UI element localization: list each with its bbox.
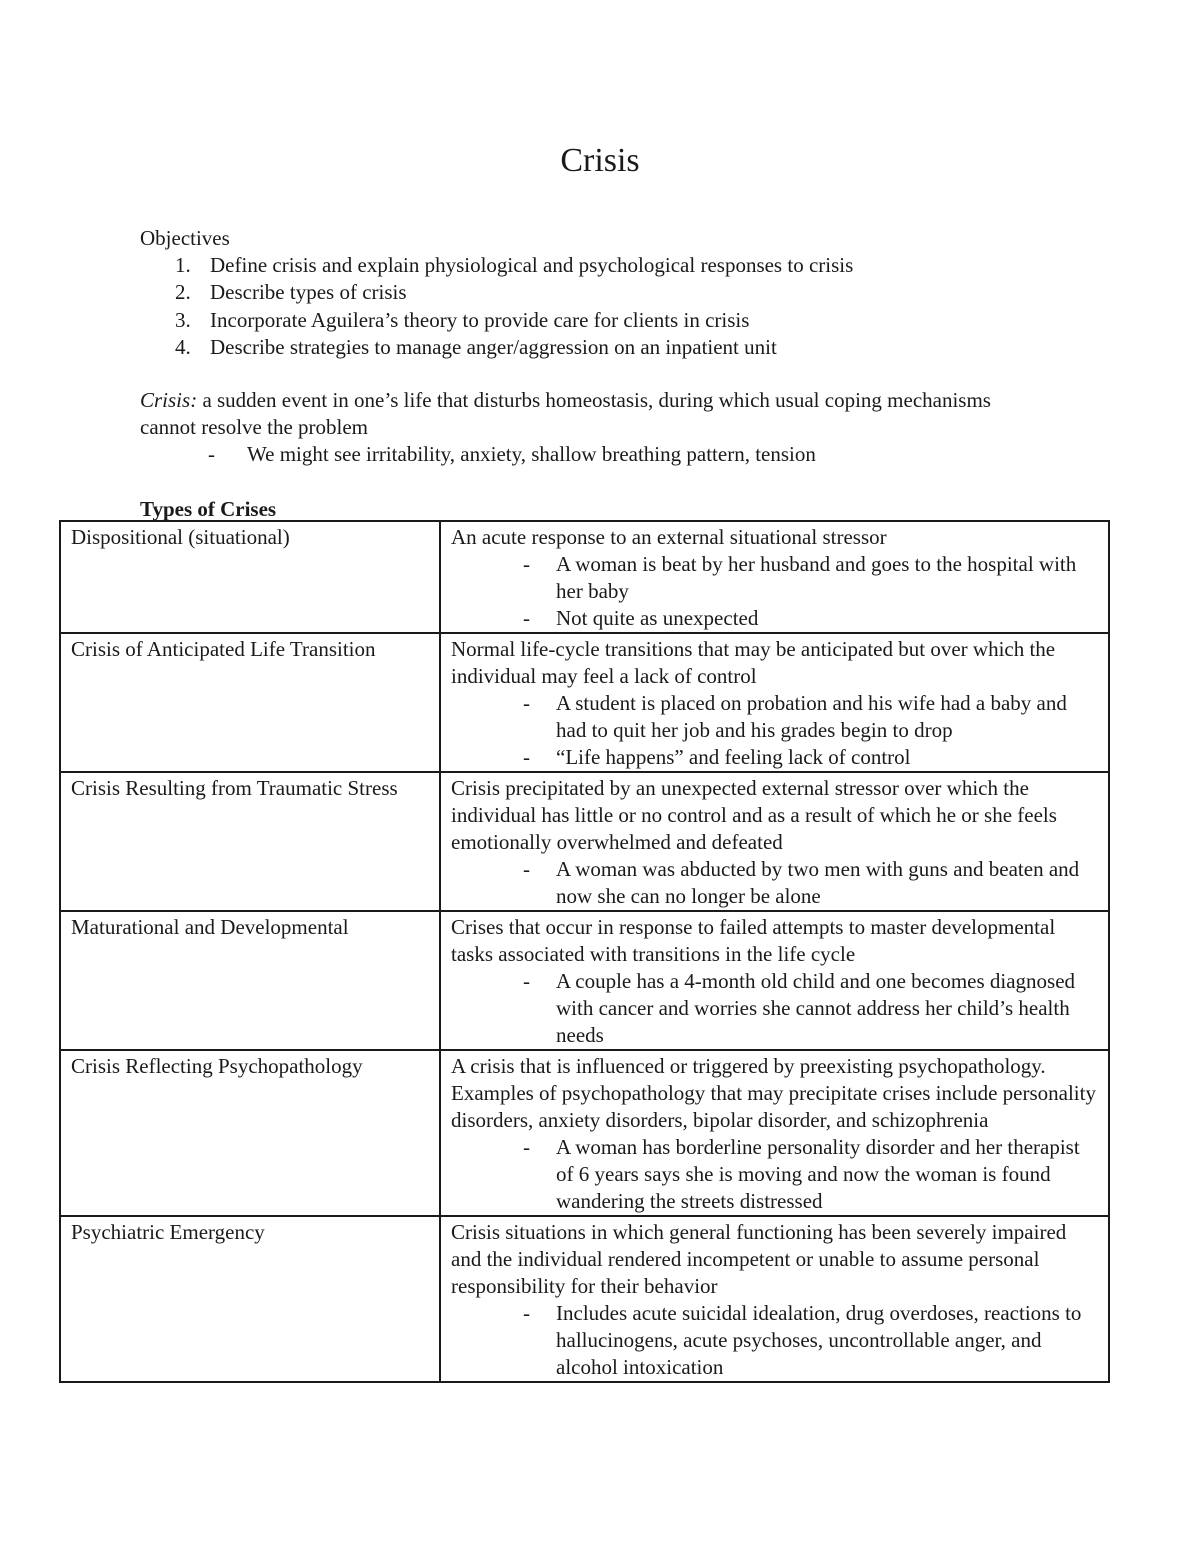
example-text: Not quite as unexpected bbox=[556, 606, 759, 630]
crisis-type-description-cell bbox=[440, 772, 1109, 911]
table-row bbox=[60, 1216, 1109, 1382]
crisis-type-description: A crisis that is influenced or triggered by preexisting psychopathology. Examples of psychopathology that may precipitate crises include personality disorders, anxiety disorders, bipolar disorder, and schizophrenia bbox=[451, 1054, 1096, 1132]
objective-item bbox=[140, 252, 853, 279]
crisis-type-description-cell bbox=[440, 911, 1109, 1050]
dash-bullet: - bbox=[523, 969, 530, 993]
crisis-type-name: Crisis of Anticipated Life Transition bbox=[60, 633, 440, 772]
table-body bbox=[60, 521, 1109, 1382]
crisis-definition bbox=[140, 387, 1000, 441]
page-title: Crisis bbox=[560, 142, 640, 179]
dash-bullet: - bbox=[208, 442, 215, 466]
objective-text: Incorporate Aguilera’s theory to provide care for clients in crisis bbox=[210, 307, 750, 332]
example-list bbox=[451, 856, 1098, 910]
objective-text: Describe strategies to manage anger/aggression on an inpatient unit bbox=[210, 334, 777, 359]
example-text: “Life happens” and feeling lack of control bbox=[556, 745, 911, 769]
example-item bbox=[451, 744, 1098, 771]
table-row bbox=[60, 1050, 1109, 1216]
objective-item bbox=[140, 307, 853, 334]
table-row bbox=[60, 911, 1109, 1050]
example-item bbox=[451, 690, 1098, 744]
example-text: A woman has borderline personality disorder and her therapist of 6 years says she is moving and now the woman is found wandering the streets distressed bbox=[556, 1135, 1080, 1213]
objective-number: 2. bbox=[175, 280, 191, 305]
crisis-type-name: Crisis Reflecting Psychopathology bbox=[60, 1050, 440, 1216]
crisis-type-name: Maturational and Developmental bbox=[60, 911, 440, 1050]
example-item bbox=[451, 968, 1098, 1049]
objective-text: Define crisis and explain physiological and psychological responses to crisis bbox=[210, 253, 854, 277]
types-heading: Types of Crises bbox=[140, 497, 277, 521]
dash-bullet: - bbox=[523, 606, 530, 630]
crisis-type-name: Psychiatric Emergency bbox=[60, 1216, 440, 1382]
crisis-type-name: Dispositional (situational) bbox=[60, 521, 440, 633]
example-list bbox=[451, 690, 1098, 771]
dash-bullet: - bbox=[523, 857, 530, 881]
definition-term: Crisis: bbox=[140, 388, 198, 412]
crisis-type-name: Crisis Resulting from Traumatic Stress bbox=[60, 772, 440, 911]
crisis-types-table bbox=[59, 520, 1110, 1383]
example-item bbox=[451, 856, 1098, 910]
example-text: A couple has a 4-month old child and one becomes diagnosed with cancer and worries she cannot address her child’s health needs bbox=[556, 969, 1076, 1047]
table-row bbox=[60, 633, 1109, 772]
objective-number: 4. bbox=[175, 334, 191, 359]
crisis-type-description: Crises that occur in response to failed attempts to master developmental tasks associated with transitions in the life cycle bbox=[451, 915, 1056, 966]
objective-number: 1. bbox=[175, 253, 191, 277]
example-text: Includes acute suicidal idealation, drug overdoses, reactions to hallucinogens, acute psychoses, uncontrollable anger, and alcohol intoxication bbox=[556, 1301, 1082, 1379]
example-item bbox=[451, 551, 1098, 605]
objectives-list bbox=[140, 252, 853, 361]
example-text: A woman was abducted by two men with guns and beaten and now she can no longer be alone bbox=[556, 857, 1080, 908]
dash-bullet: - bbox=[523, 745, 530, 769]
dash-bullet: - bbox=[523, 552, 530, 576]
crisis-type-description: Crisis situations in which general functioning has been severely impaired and the individual rendered incompetent or unable to assume personal responsibility for their behavior bbox=[451, 1220, 1067, 1298]
crisis-type-description: An acute response to an external situational stressor bbox=[451, 525, 887, 549]
objective-text: Describe types of crisis bbox=[210, 280, 407, 305]
example-text: A woman is beat by her husband and goes to the hospital with her baby bbox=[556, 552, 1077, 603]
example-item bbox=[451, 605, 1098, 632]
example-list bbox=[451, 1134, 1098, 1215]
crisis-type-description-cell bbox=[440, 1216, 1109, 1382]
dash-bullet: - bbox=[523, 1135, 530, 1159]
dash-bullet: - bbox=[523, 1301, 530, 1325]
objective-item bbox=[140, 334, 853, 361]
example-list bbox=[451, 551, 1098, 632]
table-row bbox=[60, 521, 1109, 633]
dash-bullet: - bbox=[523, 691, 530, 715]
objective-number: 3. bbox=[175, 307, 191, 332]
table-row bbox=[60, 772, 1109, 911]
example-item bbox=[451, 1300, 1098, 1381]
crisis-type-description-cell bbox=[440, 633, 1109, 772]
definition-text: a sudden event in one’s life that disturbs homeostasis, during which usual coping mechanisms cannot resolve the problem bbox=[140, 388, 991, 439]
example-list bbox=[451, 968, 1098, 1049]
example-item bbox=[451, 1134, 1098, 1215]
objective-item bbox=[140, 279, 853, 306]
objectives-heading: Objectives bbox=[140, 226, 230, 250]
definition-bullet-text: We might see irritability, anxiety, shallow breathing pattern, tension bbox=[247, 442, 816, 466]
definition-bullet bbox=[210, 441, 816, 468]
crisis-type-description-cell bbox=[440, 521, 1109, 633]
crisis-type-description-cell bbox=[440, 1050, 1109, 1216]
example-text: A student is placed on probation and his wife had a baby and had to quit her job and his grades begin to drop bbox=[556, 691, 1067, 742]
crisis-type-description: Crisis precipitated by an unexpected external stressor over which the individual has little or no control and as a result of which he or she feels emotionally overwhelmed and defeated bbox=[451, 776, 1057, 854]
crisis-type-description: Normal life-cycle transitions that may be anticipated but over which the individual may feel a lack of control bbox=[451, 637, 1056, 688]
example-list bbox=[451, 1300, 1098, 1381]
